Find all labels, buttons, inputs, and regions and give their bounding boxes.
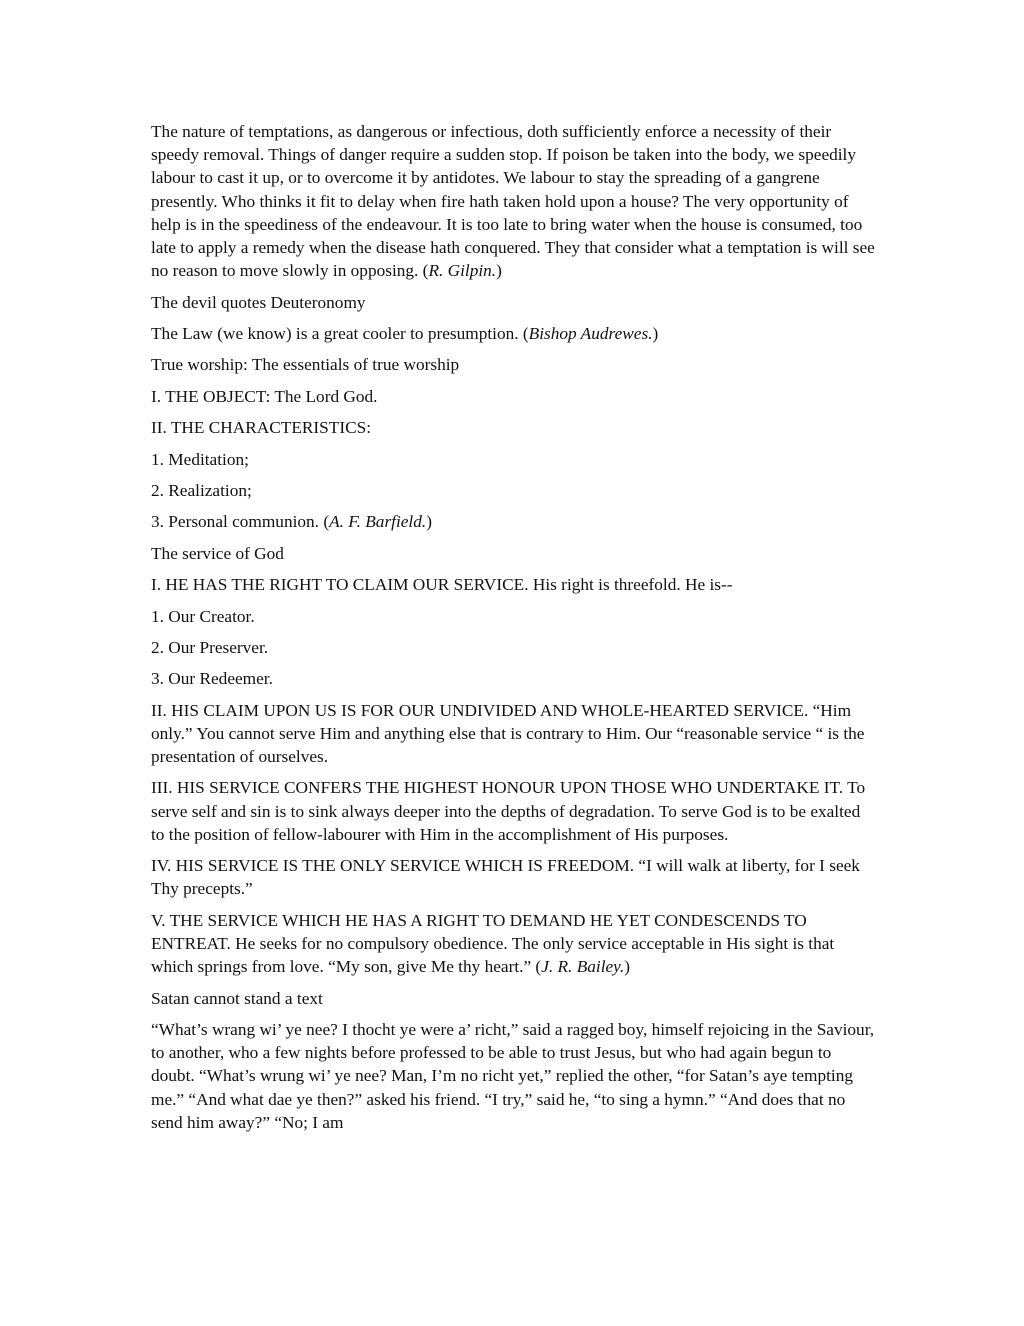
paragraph-text: 3. Personal communion. ( [151,512,330,532]
citation-author: A. F. Barfield. [329,512,427,532]
paragraph-text: The nature of temptations, as dangerous or infectious, doth sufficiently enforce a necessity of their speedy removal. Things of danger require a sudden stop. If poison be taken into the body, we speedily labour to cast it up, or to overcome it by antidotes. We labour to stay the spreading of a gangrene presently. Who thinks it fit to delay when fire hath taken hold upon a house? The very opportunity of help is in the speediness of the endeavour. It is too late to bring water when the house is consumed, too late to apply a remedy when the disease hath conquered. They that consider what a temptation is will see no reason to move slowly in opposing. ( [151,122,875,281]
paragraph [151,909,876,979]
paragraph-text: “What’s wrang wi’ ye nee? I thocht ye were a’ richt,” said a ragged boy, himself rejoicing in the Saviour, to another, who a few nights before professed to be able to trust Jesus, but who had again begun to doubt. “What’s wrung wi’ ye nee? Man, I’m no richt yet,” replied the other, “for Satan’s aye tempting me.” “And what dae ye then?” asked his friend. “I try,” said he, “to sing a hymn.” “And does that no send him away?” “No; I am [151,1020,875,1132]
paragraph-text: ) [652,324,659,343]
document-page [151,120,876,1142]
paragraph-text: 2. Realization; [151,480,252,500]
paragraph [151,636,876,659]
paragraph [151,291,876,314]
citation-author: R. Gilpin. [428,261,497,281]
paragraph-text: V. THE SERVICE WHICH HE HAS A RIGHT TO DEMAND HE YET CONDESCENDS TO ENTREAT. He seeks for no compulsory obedience. The only service acceptable in His sight is that which springs from love. “My son, give Me thy heart.” ( [151,910,835,977]
paragraph-text: 1. Meditation; [151,449,249,469]
paragraph-text: The devil quotes Deuteronomy [151,292,366,312]
paragraph [151,120,876,282]
paragraph-text: 1. Our Creator. [151,606,255,626]
paragraph [151,605,876,628]
paragraph-text: I. HE HAS THE RIGHT TO CLAIM OUR SERVICE. His right is threefold. He is-- [151,575,733,595]
paragraph-text: II. THE CHARACTERISTICS: [151,418,372,438]
paragraph-text: I. THE OBJECT: The Lord God. [151,386,378,406]
paragraph [151,699,876,769]
paragraph [151,542,876,565]
paragraph-text: The Law (we know) is a great cooler to presumption. ( [151,324,529,343]
paragraph [151,448,876,471]
citation-author: J. R. Bailey. [541,957,625,977]
paragraph-text: Satan cannot stand a text [151,988,323,1008]
paragraph-text: ) [426,512,432,532]
paragraph [151,322,876,345]
paragraph [151,1018,876,1134]
paragraph [151,479,876,502]
paragraph-text: True worship: The essentials of true worship [151,355,460,375]
citation-author: Bishop Audrewes. [528,324,653,343]
paragraph [151,854,876,900]
paragraph [151,667,876,690]
paragraph [151,776,876,846]
paragraph [151,416,876,439]
paragraph [151,385,876,408]
paragraph [151,353,876,376]
paragraph-text: 2. Our Preserver. [151,637,269,657]
paragraph-text: ) [624,957,630,977]
paragraph-text: IV. HIS SERVICE IS THE ONLY SERVICE WHICH IS FREEDOM. “I will walk at liberty, for I seek Thy precepts.” [151,856,860,899]
paragraph-text: 3. Our Redeemer. [151,669,273,689]
paragraph-text: II. HIS CLAIM UPON US IS FOR OUR UNDIVIDED AND WHOLE-HEARTED SERVICE. “Him only.” You cannot serve Him and anything else that is contrary to Him. Our “reasonable service “ is the presentation of ourselves. [151,700,865,767]
paragraph [151,573,876,596]
paragraph-text: ) [496,261,502,281]
paragraph-text: III. HIS SERVICE CONFERS THE HIGHEST HONOUR UPON THOSE WHO UNDERTAKE IT. To serve self and sin is to sink always deeper into the depths of degradation. To serve God is to be exalted to the position of fellow-labourer with Him in the accomplishment of His purposes. [151,778,866,844]
paragraph [151,987,876,1010]
paragraph-text: The service of God [151,543,284,563]
paragraph [151,510,876,533]
